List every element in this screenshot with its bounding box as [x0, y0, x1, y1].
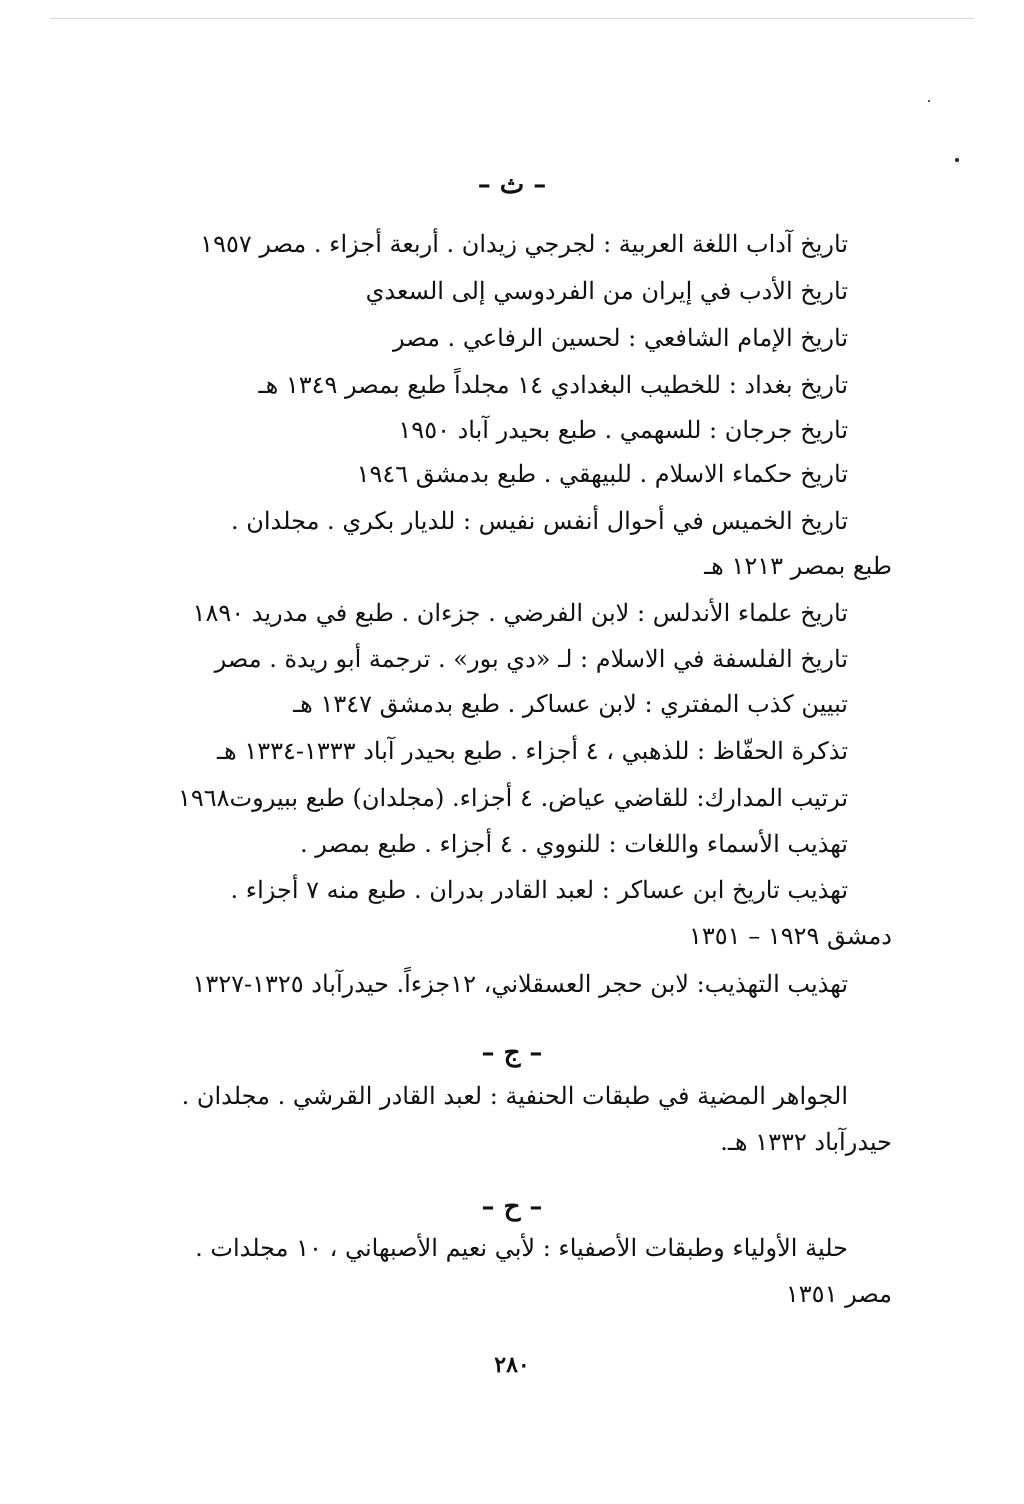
entry-line: تهذيب الأسماء واللغات : للنووي . ٤ أجزاء . طبع بمصر . [299, 830, 848, 858]
section-heading-ha: – ح – [481, 1192, 543, 1222]
margin-speck [928, 100, 930, 102]
entry-line: تاريخ الأدب في إيران من الفردوسي إلى السعدي [365, 277, 848, 305]
entry-continuation: دمشق ١٩٢٩ – ١٣٥١ [689, 922, 892, 950]
entry-line: تاريخ الفلسفة في الاسلام : لـ «دي بور» . ترجمة أبو ريدة . مصر [214, 645, 848, 673]
entry-line: تاريخ الإمام الشافعي : لحسين الرفاعي . مصر [393, 324, 848, 352]
entry-line: تاريخ علماء الأندلس : لابن الفرضي . جزءان . طبع في مدريد ١٨٩٠ [192, 599, 848, 627]
entry-line: تبيين كذب المفتري : لابن عساكر . طبع بدمشق ١٣٤٧ هـ [293, 690, 848, 718]
margin-speck [955, 158, 959, 162]
entry-line: تاريخ بغداد : للخطيب البغدادي ١٤ مجلداً طبع بمصر ١٣٤٩ هـ [258, 371, 848, 399]
entry-line: تهذيب تاريخ ابن عساكر : لعبد القادر بدران . طبع منه ٧ أجزاء . [230, 876, 848, 904]
top-divider [50, 18, 974, 19]
entry-continuation: حيدرآباد ١٣٣٢ هـ. [720, 1128, 892, 1156]
entry-line: تاريخ جرجان : للسهمي . طبع بحيدر آباد ١٩٥٠ [398, 416, 848, 444]
entry-line: الجواهر المضية في طبقات الحنفية : لعبد القادر القرشي . مجلدان . [181, 1082, 848, 1110]
section-heading-tha: – ث – [477, 170, 547, 200]
entry-line: تذكرة الحفّاظ : للذهبي ، ٤ أجزاء . طبع بحيدر آباد ١٣٣٣-١٣٣٤ هـ [217, 737, 848, 765]
entry-line: ترتيب المدارك: للقاضي عياض. ٤ أجزاء. (مجلدان) طبع ببيروت١٩٦٨ [177, 784, 848, 812]
entry-line: تهذيب التهذيب: لابن حجر العسقلاني، ١٢جزءاً. حيدرآباد ١٣٢٥-١٣٢٧ [192, 970, 848, 998]
entry-continuation: طبع بمصر ١٢١٣ هـ [704, 552, 892, 580]
section-heading-jim: – ج – [481, 1038, 543, 1068]
entry-line: تاريخ الخميس في أحوال أنفس نفيس : للديار بكري . مجلدان . [230, 507, 848, 535]
entry-line: تاريخ حكماء الاسلام . للبيهقي . طبع بدمشق ١٩٤٦ [356, 460, 848, 488]
entry-line: تاريخ آداب اللغة العربية : لجرجي زيدان . أربعة أجزاء . مصر ١٩٥٧ [200, 230, 848, 258]
entry-line: حلية الأولياء وطبقات الأصفياء : لأبي نعيم الأصبهاني ، ١٠ مجلدات . [195, 1234, 848, 1262]
entry-continuation: مصر ١٣٥١ [785, 1280, 892, 1308]
page-number: ٢٨٠ [494, 1352, 530, 1378]
